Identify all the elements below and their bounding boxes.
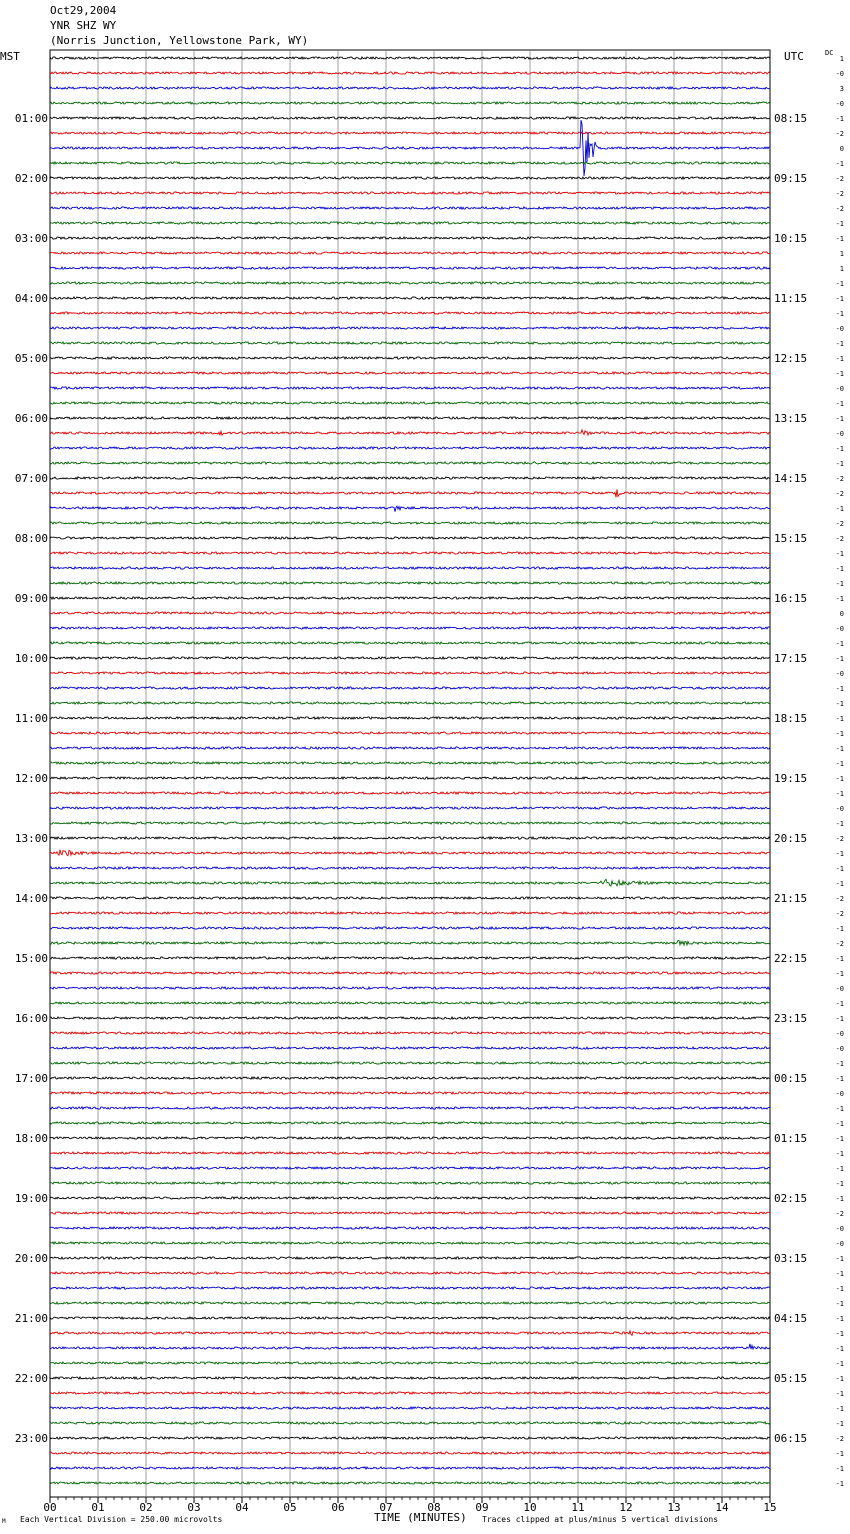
dc-offset-value: -1 (835, 445, 844, 453)
dc-offset-value: -2 (835, 130, 844, 138)
dc-offset-value: -0 (835, 1030, 844, 1038)
dc-offset-value: -2 (835, 1210, 844, 1218)
dc-offset-value: -1 (835, 1330, 844, 1338)
x-tick-label: 09 (475, 1501, 489, 1514)
left-hour-label: 11:00 (14, 712, 48, 725)
dc-offset-value: -1 (835, 1420, 844, 1428)
dc-offset-value: -0 (835, 1090, 844, 1098)
left-hour-label: 18:00 (14, 1132, 48, 1145)
dc-offset-value: -0 (835, 385, 844, 393)
left-hour-label: 17:00 (14, 1072, 48, 1085)
trace-line (50, 192, 770, 194)
left-hour-label: 19:00 (14, 1192, 48, 1205)
right-hour-label: 08:15 (774, 112, 808, 125)
dc-offset-value: -0 (835, 70, 844, 78)
trace-line (50, 552, 770, 554)
trace-line (50, 762, 770, 764)
dc-offset-value: -1 (835, 1000, 844, 1008)
trace-line (50, 342, 770, 344)
station-location: (Norris Junction, Yellowstone Park, WY) (50, 34, 309, 47)
dc-offset-value: -2 (835, 940, 844, 948)
dc-offset-value: -1 (835, 340, 844, 348)
dc-offset-value: 3 (839, 85, 844, 93)
dc-offset-value: 0 (839, 610, 844, 618)
trace-line (50, 1047, 770, 1049)
dc-offset-value: -1 (835, 1405, 844, 1413)
dc-offset-value: -1 (835, 1060, 844, 1068)
dc-offset-value: -0 (835, 1045, 844, 1053)
trace-line (50, 537, 770, 539)
right-hour-label: 15:15 (774, 532, 808, 545)
left-hour-label: 04:00 (14, 292, 48, 305)
trace-line (50, 1182, 770, 1184)
right-hour-label: 22:15 (774, 952, 808, 965)
dc-offset-value: -1 (835, 355, 844, 363)
trace-line (50, 1107, 770, 1109)
dc-offset-value: -2 (835, 895, 844, 903)
trace-line (50, 567, 770, 569)
trace-line (50, 879, 770, 886)
dc-offset-value: -0 (835, 100, 844, 108)
clipping-note: Traces clipped at plus/minus 5 vertical divisions (482, 1515, 719, 1524)
x-tick-label: 07 (379, 1501, 393, 1514)
trace-line (50, 1242, 770, 1244)
dc-offset-value: -1 (835, 1390, 844, 1398)
dc-offset-value: -1 (835, 1015, 844, 1023)
dc-offset-value: -1 (835, 595, 844, 603)
trace-line (50, 477, 770, 479)
trace-line (50, 102, 770, 104)
left-hour-label: 16:00 (14, 1012, 48, 1025)
trace-line (50, 1344, 770, 1349)
left-hour-label: 10:00 (14, 652, 48, 665)
dc-offset-value: -0 (835, 1225, 844, 1233)
right-hour-label: 12:15 (774, 352, 808, 365)
trace-line (50, 747, 770, 749)
left-hour-label: 21:00 (14, 1312, 48, 1325)
x-tick-label: 00 (43, 1501, 57, 1514)
dc-offset-value: -1 (835, 790, 844, 798)
trace-line (50, 582, 770, 584)
dc-offset-value: -0 (835, 325, 844, 333)
station-code: YNR SHZ WY (50, 19, 117, 32)
trace-line (50, 1422, 770, 1424)
trace-line (50, 57, 770, 59)
dc-offset-value: -2 (835, 475, 844, 483)
dc-offset-value: -2 (835, 910, 844, 918)
x-tick-label: 01 (91, 1501, 105, 1514)
dc-offset-value: -1 (835, 235, 844, 243)
dc-offset-value: -1 (835, 1135, 844, 1143)
trace-line (50, 687, 770, 689)
dc-offset-value: -1 (835, 745, 844, 753)
dc-offset-value: -2 (835, 190, 844, 198)
dc-offset-value: -1 (835, 1195, 844, 1203)
dc-offset-value: -1 (835, 685, 844, 693)
trace-line (50, 940, 770, 945)
trace-line (50, 732, 770, 734)
dc-offset-value: -1 (835, 715, 844, 723)
dc-offset-value: -1 (835, 850, 844, 858)
dc-offset-value: -1 (835, 970, 844, 978)
x-tick-label: 05 (283, 1501, 297, 1514)
trace-line (50, 1392, 770, 1394)
dc-offset-value: -1 (835, 820, 844, 828)
trace-line (50, 612, 770, 614)
right-hour-label: 14:15 (774, 472, 808, 485)
dc-offset-value: 1 (839, 265, 844, 273)
trace-line (50, 327, 770, 329)
right-hour-label: 21:15 (774, 892, 808, 905)
dc-offset-value: -1 (835, 775, 844, 783)
trace-line (50, 1302, 770, 1304)
dc-offset-value: -1 (835, 925, 844, 933)
right-hour-label: 17:15 (774, 652, 808, 665)
trace-line (50, 1092, 770, 1094)
trace-line (50, 822, 770, 824)
trace-line (50, 957, 770, 959)
trace-line (50, 657, 770, 659)
dc-offset-value: -1 (835, 460, 844, 468)
trace-line (50, 1362, 770, 1364)
trace-line (50, 717, 770, 719)
right-hour-label: 09:15 (774, 172, 808, 185)
plot-date: Oct29,2004 (50, 4, 117, 17)
trace-line (50, 1482, 770, 1484)
left-hour-label: 20:00 (14, 1252, 48, 1265)
trace-line (50, 1331, 770, 1336)
left-hour-label: 15:00 (14, 952, 48, 965)
dc-offset-value: -1 (835, 415, 844, 423)
trace-line (50, 702, 770, 704)
x-tick-label: 03 (187, 1501, 201, 1514)
trace-line (50, 1452, 770, 1454)
trace-line (50, 117, 770, 119)
trace-line (50, 357, 770, 359)
trace-line (50, 237, 770, 239)
dc-offset-value: -1 (835, 160, 844, 168)
dc-offset-value: -1 (835, 1075, 844, 1083)
x-tick-label: 10 (523, 1501, 537, 1514)
left-hour-label: 08:00 (14, 532, 48, 545)
right-hour-label: 13:15 (774, 412, 808, 425)
dc-offset-value: -1 (835, 655, 844, 663)
dc-offset-value: -1 (835, 400, 844, 408)
dc-offset-value: -1 (835, 1270, 844, 1278)
dc-offset-value: -1 (835, 1360, 844, 1368)
dc-offset-value: -0 (835, 1240, 844, 1248)
dc-offset-value: -1 (835, 1375, 844, 1383)
trace-line (50, 417, 770, 419)
trace-line (50, 462, 770, 464)
trace-line (50, 387, 770, 389)
trace-line (50, 1257, 770, 1259)
dc-offset-value: -1 (835, 220, 844, 228)
trace-line (50, 489, 770, 497)
dc-offset-value: -1 (835, 730, 844, 738)
dc-offset-value: -1 (835, 955, 844, 963)
trace-line (50, 87, 770, 89)
dc-offset-value: -1 (835, 865, 844, 873)
trace-line (50, 1467, 770, 1469)
trace-line (50, 1377, 770, 1379)
dc-offset-value: -1 (835, 295, 844, 303)
dc-offset-value: -1 (835, 565, 844, 573)
dc-offset-value: -2 (835, 535, 844, 543)
right-hour-label: 05:15 (774, 1372, 808, 1385)
dc-offset-value: -0 (835, 670, 844, 678)
trace-line (50, 1137, 770, 1139)
trace-line (50, 1017, 770, 1019)
right-hour-label: 04:15 (774, 1312, 808, 1325)
dc-offset-value: -1 (835, 280, 844, 288)
x-tick-label: 04 (235, 1501, 249, 1514)
x-axis-title: TIME (MINUTES) (374, 1511, 467, 1524)
right-hour-label: 06:15 (774, 1432, 808, 1445)
dc-offset-value: -1 (835, 1285, 844, 1293)
dc-offset-value: -1 (835, 1345, 844, 1353)
dc-offset-value: -1 (835, 1120, 844, 1128)
dc-offset-value: -1 (835, 1255, 844, 1263)
trace-line (50, 177, 770, 179)
right-hour-label: 03:15 (774, 1252, 808, 1265)
vertical-scale-note: Each Vertical Division = 250.00 microvolts (20, 1515, 223, 1524)
dc-offset-value: -1 (835, 115, 844, 123)
trace-line (50, 972, 770, 974)
trace-line (50, 987, 770, 989)
trace-line (50, 506, 770, 512)
trace-line (50, 792, 770, 794)
corner-mark: M (2, 1518, 6, 1525)
trace-line (50, 430, 770, 435)
trace-line (50, 1077, 770, 1079)
dc-offset-value: -2 (835, 835, 844, 843)
left-hour-label: 13:00 (14, 832, 48, 845)
x-tick-label: 11 (571, 1501, 585, 1514)
right-hour-label: 16:15 (774, 592, 808, 605)
left-hour-label: 07:00 (14, 472, 48, 485)
trace-line (50, 1227, 770, 1229)
trace-line (50, 642, 770, 644)
trace-line (50, 222, 770, 224)
left-hour-label: 03:00 (14, 232, 48, 245)
trace-line (50, 522, 770, 524)
trace-line (50, 1167, 770, 1169)
dc-offset-value: -2 (835, 490, 844, 498)
dc-offset-value: -1 (835, 1105, 844, 1113)
dc-offset-value: -1 (835, 640, 844, 648)
left-hour-label: 23:00 (14, 1432, 48, 1445)
right-hour-label: 18:15 (774, 712, 808, 725)
trace-line (50, 207, 770, 209)
trace-line (50, 627, 770, 629)
dc-offset-value: -0 (835, 985, 844, 993)
x-tick-label: 02 (139, 1501, 153, 1514)
dc-offset-value: -1 (835, 370, 844, 378)
dc-offset-value: -1 (835, 1165, 844, 1173)
left-hour-label: 14:00 (14, 892, 48, 905)
left-hour-label: 06:00 (14, 412, 48, 425)
trace-line (50, 850, 770, 856)
trace-line (50, 1317, 770, 1319)
x-tick-label: 06 (331, 1501, 345, 1514)
trace-line (50, 1152, 770, 1154)
dc-offset-value: -1 (835, 760, 844, 768)
dc-offset-value: -1 (835, 1300, 844, 1308)
dc-offset-value: -2 (835, 205, 844, 213)
left-hour-label: 01:00 (14, 112, 48, 125)
trace-line (50, 402, 770, 404)
dc-offset-value: -2 (835, 1435, 844, 1443)
dc-offset-value: -1 (835, 1150, 844, 1158)
dc-offset-value: -1 (835, 1180, 844, 1188)
trace-line (50, 312, 770, 314)
dc-offset-value: -1 (835, 880, 844, 888)
dc-offset-value: -0 (835, 805, 844, 813)
dc-offset-value: -1 (835, 505, 844, 513)
x-tick-label: 14 (715, 1501, 729, 1514)
dc-offset-value: 1 (839, 250, 844, 258)
right-hour-label: 02:15 (774, 1192, 808, 1205)
dc-offset-value: 1 (839, 55, 844, 63)
dc-offset-value: -2 (835, 175, 844, 183)
dc-offset-value: -1 (835, 1450, 844, 1458)
trace-line (50, 1122, 770, 1124)
trace-line (50, 72, 770, 74)
trace-line (50, 252, 770, 254)
left-hour-label: 22:00 (14, 1372, 48, 1385)
left-timezone-label: MST (0, 50, 20, 63)
trace-line (50, 1002, 770, 1004)
right-hour-label: 23:15 (774, 1012, 808, 1025)
trace-line (50, 912, 770, 914)
dc-offset-value: -2 (835, 520, 844, 528)
left-hour-label: 09:00 (14, 592, 48, 605)
dc-offset-value: -0 (835, 625, 844, 633)
x-tick-label: 13 (667, 1501, 681, 1514)
right-hour-label: 19:15 (774, 772, 808, 785)
dc-offset-value: -1 (835, 1315, 844, 1323)
right-hour-label: 01:15 (774, 1132, 808, 1145)
trace-line (50, 1032, 770, 1034)
trace-line (50, 120, 770, 176)
trace-line (50, 927, 770, 929)
right-hour-label: 20:15 (774, 832, 808, 845)
trace-line (50, 132, 770, 134)
trace-line (50, 1407, 770, 1409)
trace-line (50, 1287, 770, 1289)
trace-line (50, 1212, 770, 1214)
trace-line (50, 837, 770, 839)
x-tick-label: 08 (427, 1501, 441, 1514)
right-hour-label: 10:15 (774, 232, 808, 245)
left-hour-label: 12:00 (14, 772, 48, 785)
trace-line (50, 777, 770, 779)
trace-line (50, 282, 770, 284)
dc-offset-value: -1 (835, 1480, 844, 1488)
dc-offset-value: 0 (839, 145, 844, 153)
trace-line (50, 807, 770, 809)
trace-line (50, 447, 770, 449)
dc-offset-value: -1 (835, 550, 844, 558)
x-tick-label: 12 (619, 1501, 633, 1514)
trace-line (50, 372, 770, 374)
trace-line (50, 1437, 770, 1439)
trace-line (50, 597, 770, 599)
trace-line (50, 1062, 770, 1064)
dc-offset-value: -1 (835, 700, 844, 708)
trace-line (50, 1197, 770, 1199)
trace-line (50, 297, 770, 299)
trace-line (50, 672, 770, 674)
dc-offset-value: -1 (835, 580, 844, 588)
trace-line (50, 897, 770, 899)
right-timezone-label: UTC (784, 50, 804, 63)
left-hour-label: 05:00 (14, 352, 48, 365)
left-hour-label: 02:00 (14, 172, 48, 185)
trace-line (50, 267, 770, 269)
right-hour-label: 11:15 (774, 292, 808, 305)
dc-offset-value: -0 (835, 430, 844, 438)
right-hour-label: 00:15 (774, 1072, 808, 1085)
trace-line (50, 162, 770, 164)
trace-line (50, 1272, 770, 1274)
x-tick-label: 15 (763, 1501, 777, 1514)
dc-offset-header: DC (825, 49, 834, 57)
dc-offset-value: -1 (835, 310, 844, 318)
dc-offset-value: -1 (835, 1465, 844, 1473)
trace-line (50, 867, 770, 869)
